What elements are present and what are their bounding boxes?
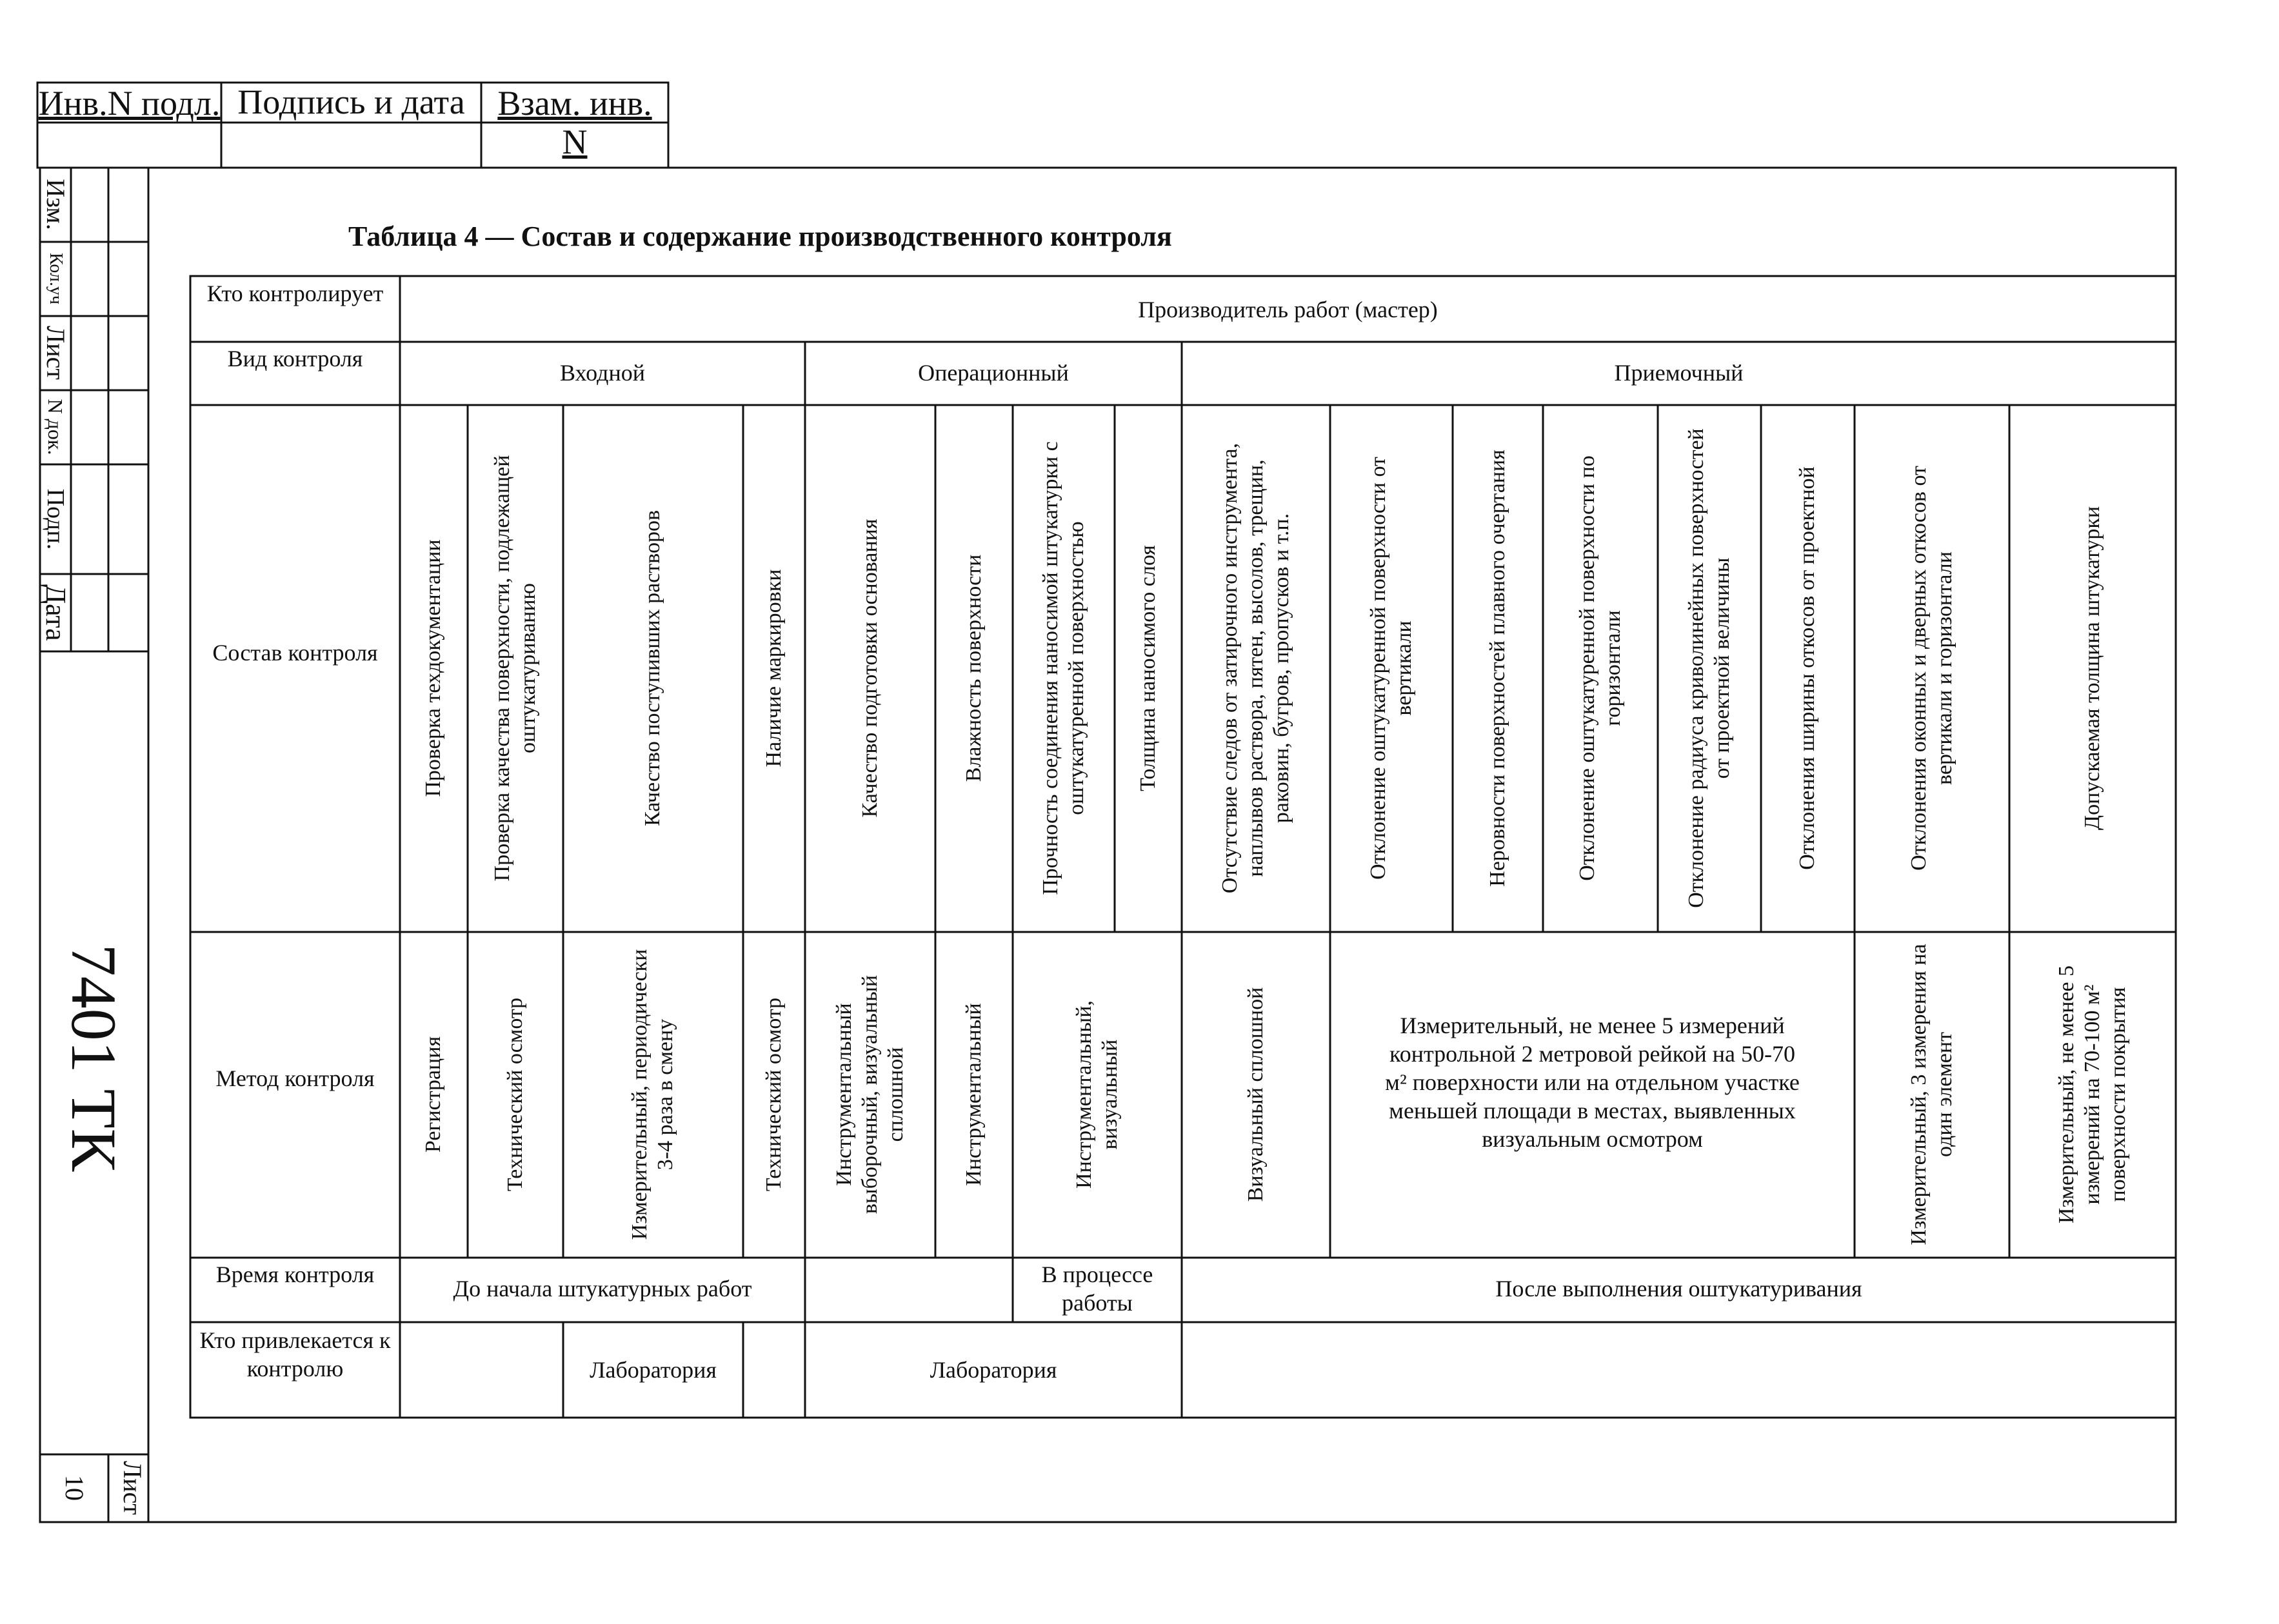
composition-item: Отклонение радиуса криволинейных поверхностей от проектной величины (1684, 428, 1734, 908)
composition-item: Проверка техдокументации (421, 539, 445, 797)
composition-item: Отклонение оштукатуренной поверхности от вертикали (1366, 457, 1416, 880)
method-item: Инструментальный выборочный, визуальный сплошной (832, 975, 908, 1214)
method-item: Инструментальный, визуальный (1072, 1000, 1122, 1189)
type-acceptance: Приемочный (1614, 360, 1744, 386)
composition-item: Отклонения ширины откосов от проектной (1795, 466, 1819, 870)
row-label-who: Кто контролирует (206, 281, 384, 306)
composition-item: Проверка качества поверхности, подлежащей оштукатуриванию (490, 455, 540, 882)
replace-inv-label: Взам. инв. N (497, 84, 652, 161)
side-list-label: Лист (41, 326, 70, 380)
composition-item: Наличие маркировки (762, 569, 786, 767)
row-label-method: Метод контроля (215, 1065, 375, 1091)
method-item: Технический осмотр (503, 997, 527, 1192)
row-label-involved: Кто привлекается к контролю (199, 1327, 391, 1381)
composition-item: Толщина наносимого слоя (1136, 545, 1160, 791)
method-measure-line: меньшей площади в местах, выявленных (1389, 1098, 1796, 1124)
method-measure-line: контрольной 2 метровой рейкой на 50-70 (1389, 1041, 1795, 1067)
inv-original-label: Инв.N подл. (38, 84, 221, 123)
sign-date-label: Подпись и дата (237, 83, 465, 121)
side-izm-label: Изм. (41, 179, 70, 230)
time-before: До начала штукатурных работ (453, 1276, 752, 1302)
method-measure-line: м² поверхности или на отдельном участке (1385, 1069, 1800, 1095)
composition-item: Качество подготовки основания (858, 519, 882, 818)
method-item: Регистрация (421, 1036, 445, 1153)
side-kolvo-label: Кол.уч (46, 253, 66, 304)
sheet-number: 10 (60, 1475, 89, 1501)
time-after: После выполнения оштукатуривания (1495, 1276, 1862, 1302)
time-during: В процессе работы (1041, 1262, 1153, 1316)
method-item: Измерительный, не менее 5 измерений на 70-100 м² поверхности покрытия (2055, 965, 2130, 1224)
composition-item: Неровности поверхностей плавного очертания (1486, 450, 1509, 887)
involved-lab-incoming: Лаборатория (590, 1357, 717, 1383)
who-controls-value: Производитель работ (мастер) (1138, 297, 1438, 322)
composition-item: Отсутствие следов от затирочного инструмента, наплывов раствора, пятен, высолов, трещин, раковин, бугров, пропусков и т.п. (1218, 442, 1293, 894)
composition-item: Влажность поверхности (962, 554, 986, 782)
method-item: Визуальный сплошной (1244, 987, 1268, 1202)
composition-item: Прочность соединения наносимой штукатурки с оштукатуренной поверхностью (1039, 441, 1088, 895)
method-item: Измерительный, периодически 3-4 раза в смену (628, 949, 677, 1240)
method-measure-line: Измерительный, не менее 5 измерений (1400, 1013, 1785, 1038)
method-item: Инструментальный (962, 1003, 986, 1186)
composition-item: Допускаемая толщина штукатурки (2080, 506, 2104, 831)
method-item: Технический осмотр (762, 997, 786, 1192)
composition-item: Качество поступивших растворов (641, 510, 664, 827)
sheet-label: Лист (118, 1461, 147, 1515)
table-title: Таблица 4 — Состав и содержание производственного контроля (348, 221, 1172, 252)
row-label-composition: Состав контроля (212, 640, 378, 666)
side-date-label: Дата (40, 584, 72, 641)
row-label-time: Время контроля (215, 1262, 375, 1287)
composition-item: Отклонения оконных и дверных откосов от вертикали и горизонтали (1907, 466, 1956, 871)
method-item: Измерительный, 3 измерения на один элемент (1907, 944, 1956, 1245)
side-sign-label: Подп. (42, 488, 69, 550)
type-incoming: Входной (560, 360, 645, 386)
document-code: 7401 ТК (58, 944, 130, 1172)
type-operational: Операционный (918, 360, 1069, 386)
row-label-type: Вид контроля (227, 346, 363, 371)
side-ndoc-label: N док. (44, 399, 67, 455)
method-measure-line: визуальным осмотром (1482, 1126, 1703, 1152)
composition-item: Отклонение оштукатуренной поверхности по горизонтали (1575, 455, 1625, 881)
involved-lab-operational: Лаборатория (930, 1357, 1057, 1383)
